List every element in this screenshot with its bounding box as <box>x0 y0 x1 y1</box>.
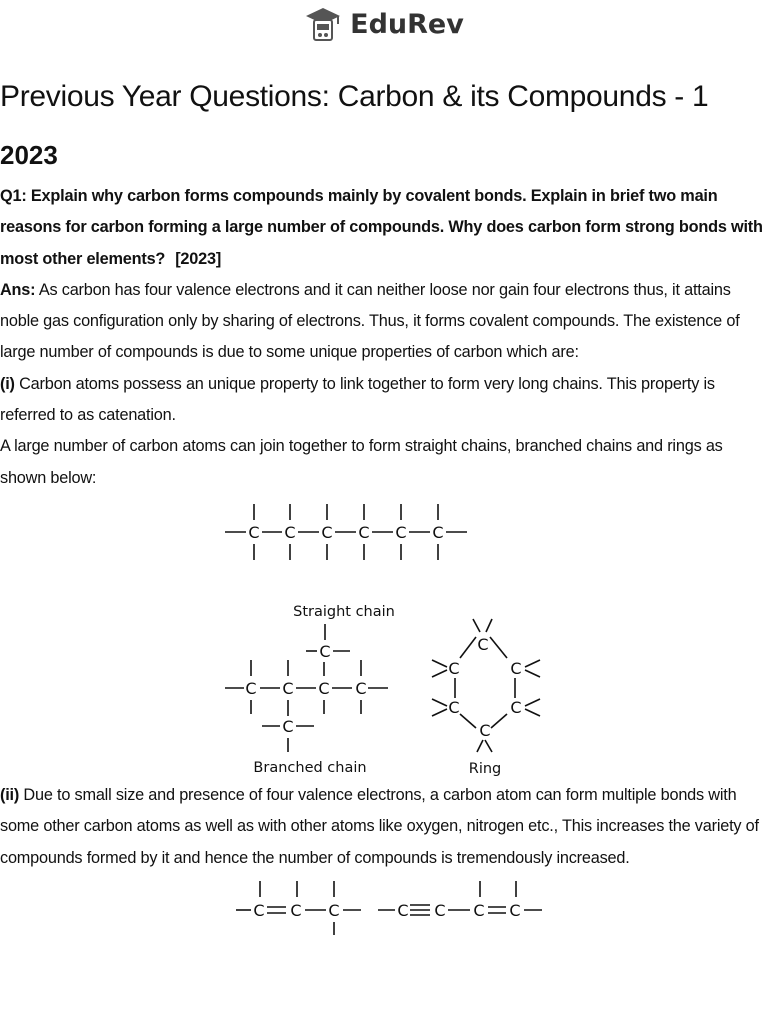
carbon-atom: C <box>282 717 294 736</box>
article-content-continued <box>0 780 768 874</box>
article-content <box>0 181 768 494</box>
carbon-atom: C <box>245 679 257 698</box>
point-2 <box>0 780 768 874</box>
carbon-atom: C <box>290 901 302 920</box>
carbon-atom: C <box>432 523 444 542</box>
point-1-label: (i) <box>0 374 15 393</box>
straight-chain-label: Straight chain <box>293 604 395 620</box>
point-1-text: Carbon atoms possess an unique property to link together to form very long chains. This property is referred to as catenation. <box>0 374 715 425</box>
page-title: Previous Year Questions: Carbon & its Compounds - 1 <box>0 80 709 113</box>
carbon-atom: C <box>448 659 460 678</box>
branched-chain-label: Branched chain <box>253 760 367 776</box>
branched-chain-figure <box>215 620 405 780</box>
carbon-atom: C <box>328 901 340 920</box>
carbon-atom: C <box>473 901 485 920</box>
straight-chain-figure <box>215 498 475 623</box>
chains-intro: A large number of carbon atoms can join together to form straight chains, branched chains and rings as shown below: <box>0 437 723 487</box>
graduation-cap-icon <box>304 6 342 42</box>
answer-label: Ans: <box>0 280 36 299</box>
question-1 <box>0 181 768 275</box>
point-2-label: (ii) <box>0 786 20 804</box>
year-heading: 2023 <box>0 140 58 170</box>
point-1 <box>0 369 768 432</box>
carbon-atom: C <box>477 635 489 654</box>
carbon-atom: C <box>397 901 409 920</box>
carbon-atom: C <box>319 642 331 661</box>
carbon-atom: C <box>253 901 265 920</box>
question-text: Explain why carbon forms compounds mainly by covalent bonds. Explain in brief two main reasons for carbon forming a large number of compounds. Why does carbon form strong bonds with most other elements? <box>0 187 763 268</box>
carbon-atom: C <box>318 679 330 698</box>
carbon-atom: C <box>509 901 521 920</box>
answer-text: As carbon has four valence electrons and it can neither loose nor gain four electrons thus, it attains noble gas configuration only by sharing of electrons. Thus, it forms covalent compounds. The existence of large number of compounds is due to some unique properties of carbon which are: <box>0 280 740 362</box>
carbon-atom: C <box>510 659 522 678</box>
carbon-atom: C <box>510 698 522 717</box>
carbon-atom: C <box>282 679 294 698</box>
carbon-atom: C <box>448 698 460 717</box>
carbon-atom: C <box>358 523 370 542</box>
carbon-atom: C <box>355 679 367 698</box>
question-label: Q1: <box>0 187 27 205</box>
edurev-logo[interactable] <box>0 6 768 42</box>
multiple-bonds-figure <box>225 875 550 940</box>
ring-label: Ring <box>468 761 502 777</box>
ring-figure <box>420 615 555 780</box>
carbon-atom: C <box>434 901 446 920</box>
point-2-text: Due to small size and presence of four valence electrons, a carbon atom can form multiple bonds with some other carbon atoms as well as with other atoms like oxygen, nitrogen etc., This increases the variety of compounds formed by it and hence the number of compounds is tremendously increased. <box>0 786 759 867</box>
answer-paragraph <box>0 275 768 369</box>
carbon-atom: C <box>284 523 296 542</box>
carbon-atom: C <box>321 523 333 542</box>
carbon-atom: C <box>248 523 260 542</box>
carbon-atom: C <box>479 721 491 740</box>
logo-text: EduRev <box>350 8 464 40</box>
carbon-atom: C <box>395 523 407 542</box>
question-year-tag: [2023] <box>175 249 222 268</box>
